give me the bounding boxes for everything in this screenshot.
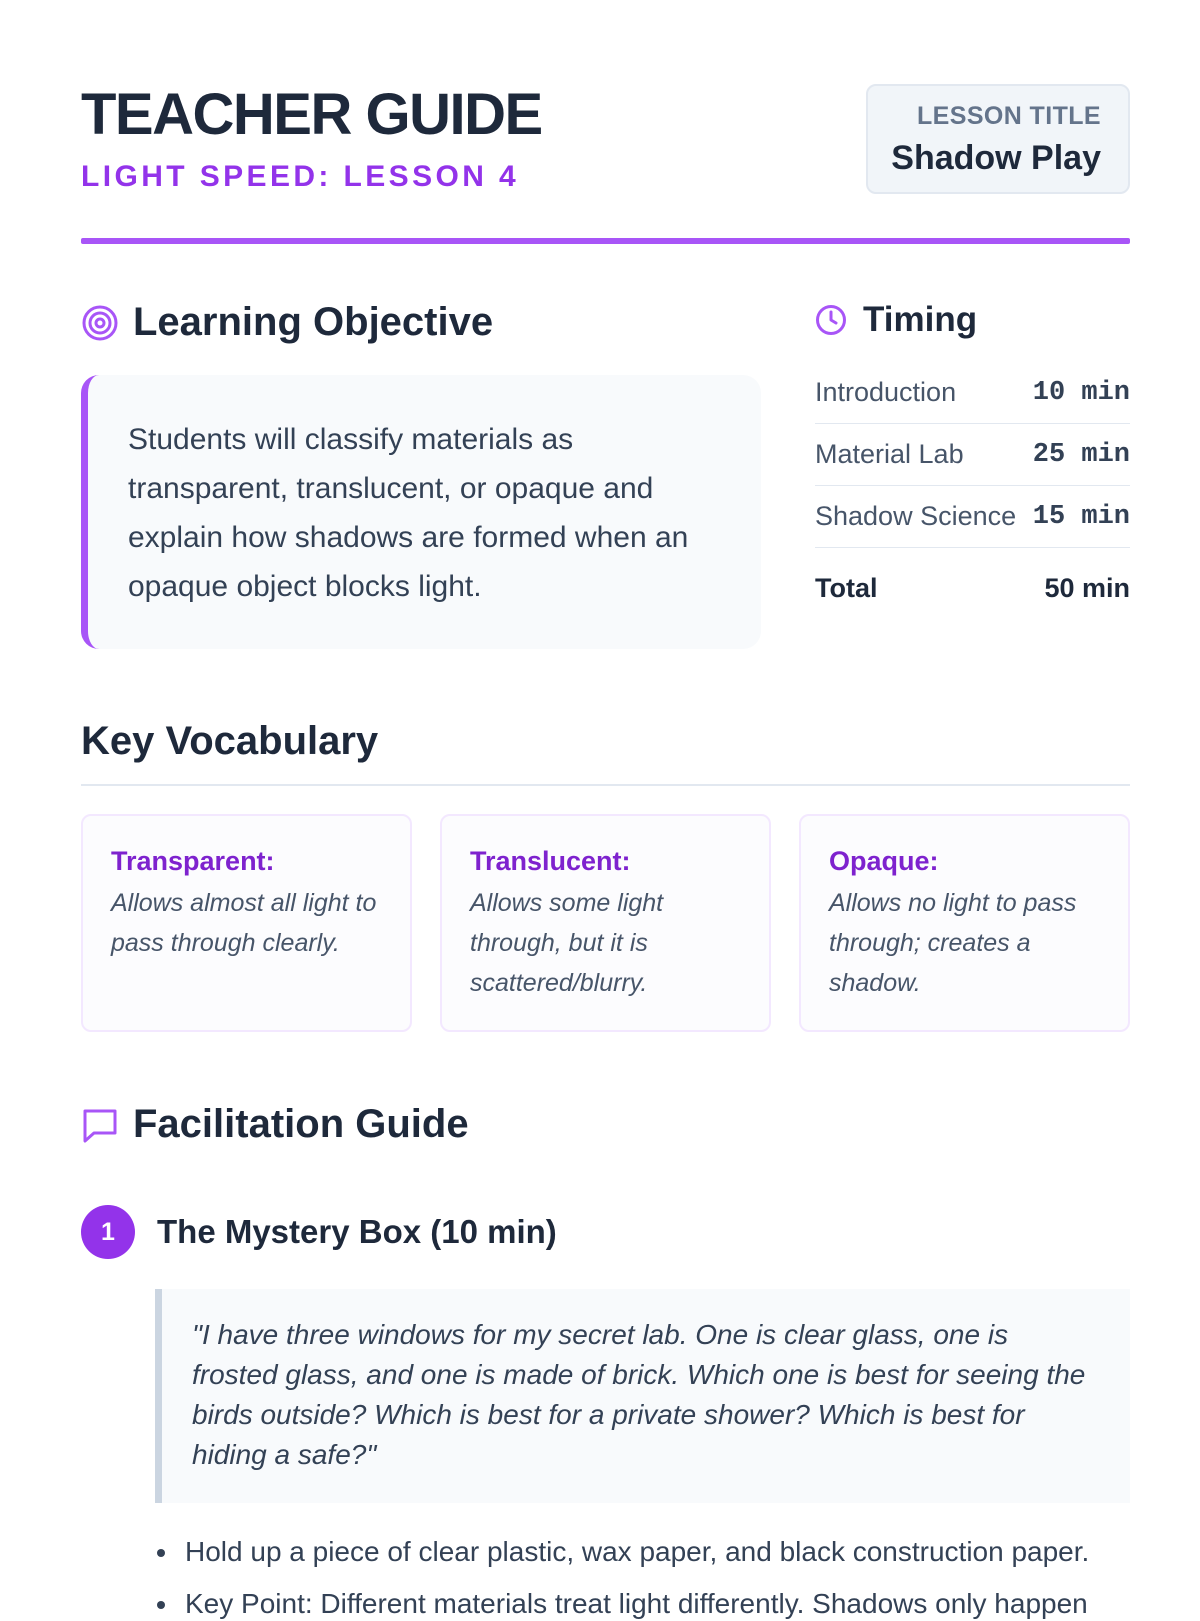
timing-activity: Introduction xyxy=(815,377,957,407)
vocabulary-card xyxy=(81,814,412,1032)
timing-total-label: Total xyxy=(815,572,878,603)
step-header xyxy=(81,1205,1130,1259)
timing-duration: 10 min xyxy=(1032,377,1130,408)
timing-activity: Material Lab xyxy=(815,439,964,469)
objective-timing-section xyxy=(81,300,1130,649)
timing-activity: Shadow Science xyxy=(815,501,1017,531)
vocabulary-card xyxy=(799,814,1130,1032)
timing-heading xyxy=(815,300,1130,340)
vocabulary-definition: Allows some light through, but it is scattered/blurry. xyxy=(470,889,664,997)
document-title: TEACHER GUIDE xyxy=(81,82,542,147)
timing-row xyxy=(815,424,1130,486)
key-vocabulary-heading: Key Vocabulary xyxy=(81,719,1130,786)
vocabulary-definition: Allows almost all light to pass through clearly. xyxy=(111,889,377,957)
teacher-script-quote: "I have three windows for my secret lab. One is clear glass, one is frosted glass, and one is made of brick. Which one is best for seeing the birds outside? Which is best for a private shower? Which is best for hiding a safe?" xyxy=(155,1289,1130,1503)
target-icon xyxy=(81,304,119,342)
lesson-title-value: Shadow Play xyxy=(891,139,1101,177)
timing-heading-text: Timing xyxy=(863,300,978,339)
objective-card: Students will classify materials as transparent, translucent, or opaque and explain how shadows are formed when an opaque object blocks light. xyxy=(81,375,761,649)
lesson-title-label: LESSON TITLE xyxy=(917,102,1101,130)
bullet-item: Hold up a piece of clear plastic, wax paper, and black construction paper. xyxy=(185,1535,1130,1569)
timing-total-duration: 50 min xyxy=(1044,572,1130,603)
facilitation-step xyxy=(81,1205,1130,1621)
clock-icon xyxy=(815,304,847,336)
vocabulary-term: Opaque: xyxy=(829,846,939,876)
step-number-badge: 1 xyxy=(81,1205,135,1259)
learning-objective-section xyxy=(81,300,761,649)
facilitation-guide-heading-text: Facilitation Guide xyxy=(133,1102,469,1146)
timing-duration: 25 min xyxy=(1032,439,1130,470)
learning-objective-heading-text: Learning Objective xyxy=(133,300,494,344)
vocabulary-term: Transparent: xyxy=(111,846,275,876)
timing-duration: 15 min xyxy=(1032,501,1130,532)
vocabulary-grid xyxy=(81,814,1130,1032)
timing-row xyxy=(815,362,1130,424)
lesson-title-box xyxy=(866,84,1130,194)
header-divider xyxy=(81,238,1130,244)
vocabulary-card xyxy=(440,814,771,1032)
timing-list xyxy=(815,362,1130,628)
speech-bubble-icon xyxy=(81,1106,119,1144)
vocabulary-term: Translucent: xyxy=(470,846,631,876)
timing-section xyxy=(815,300,1130,649)
learning-objective-heading xyxy=(81,300,761,345)
facilitation-guide-heading xyxy=(81,1102,1130,1147)
timing-total-row xyxy=(815,548,1130,628)
document-subtitle: LIGHT SPEED: LESSON 4 xyxy=(81,160,520,193)
vocabulary-definition: Allows no light to pass through; creates a shadow. xyxy=(829,889,1077,997)
step-bullet-list xyxy=(185,1535,1130,1621)
step-title: The Mystery Box (10 min) xyxy=(157,1213,557,1250)
title-block xyxy=(81,82,542,194)
bullet-item: Key Point: Different materials treat light differently. Shadows only happen xyxy=(185,1587,1130,1621)
header xyxy=(81,82,1130,194)
timing-row xyxy=(815,486,1130,548)
